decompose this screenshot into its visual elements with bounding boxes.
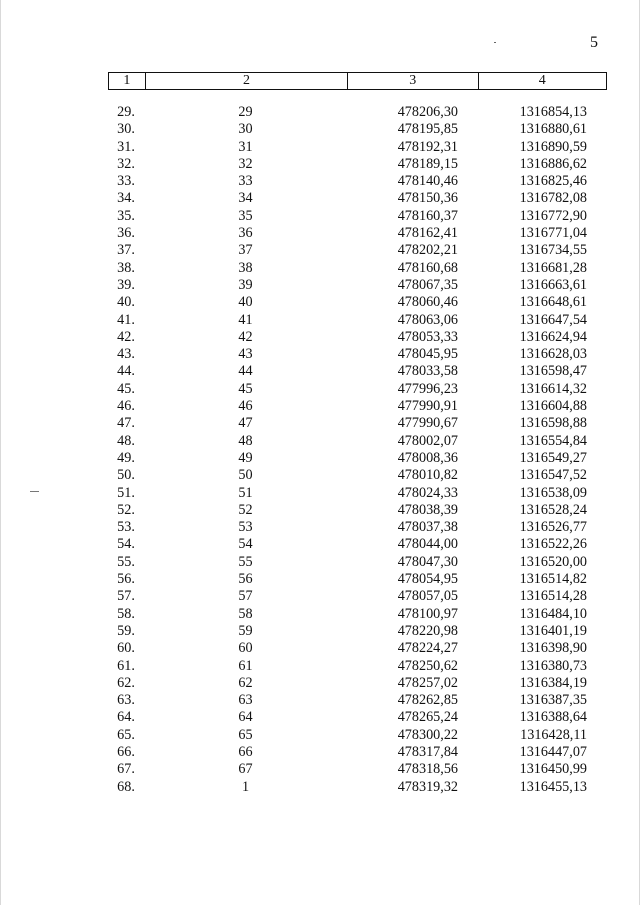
y-coordinate-cell: 1316647,54 bbox=[519, 311, 587, 328]
x-coordinate-cell: 478045,95 bbox=[397, 346, 458, 363]
y-coordinate-cell: 1316549,27 bbox=[519, 449, 587, 466]
y-coordinate-cell: 1316380,73 bbox=[519, 657, 587, 674]
point-id-cell: 64 bbox=[238, 709, 253, 726]
point-id-cell: 36 bbox=[238, 225, 253, 242]
x-coordinate-cell: 478300,22 bbox=[397, 726, 458, 743]
x-coordinate-cell: 477990,91 bbox=[397, 398, 458, 415]
x-coordinate-cell: 478265,24 bbox=[397, 709, 458, 726]
x-coordinate-cell: 477996,23 bbox=[397, 380, 458, 397]
y-coordinate-cell: 1316782,08 bbox=[519, 190, 587, 207]
x-coordinate-cell: 478053,33 bbox=[397, 328, 458, 345]
point-id-cell: 53 bbox=[238, 519, 253, 536]
x-coordinate-cell: 478057,05 bbox=[397, 588, 458, 605]
point-id-cell: 30 bbox=[238, 121, 253, 138]
table-row bbox=[108, 329, 607, 346]
table-row bbox=[108, 121, 607, 138]
point-id-cell: 42 bbox=[238, 328, 253, 345]
point-id-cell: 62 bbox=[238, 674, 253, 691]
y-coordinate-cell: 1316628,03 bbox=[519, 346, 587, 363]
y-coordinate-cell: 1316880,61 bbox=[519, 121, 587, 138]
point-number-cell: 50. bbox=[117, 467, 135, 484]
x-coordinate-cell: 478060,46 bbox=[397, 294, 458, 311]
table-row bbox=[108, 779, 607, 796]
x-coordinate-cell: 478160,68 bbox=[397, 259, 458, 276]
y-coordinate-cell: 1316450,99 bbox=[519, 761, 587, 778]
point-id-cell: 40 bbox=[238, 294, 253, 311]
point-number-cell: 40. bbox=[117, 294, 135, 311]
table-row bbox=[108, 190, 607, 207]
y-coordinate-cell: 1316447,07 bbox=[519, 743, 587, 760]
point-number-cell: 53. bbox=[117, 519, 135, 536]
y-coordinate-cell: 1316598,88 bbox=[519, 415, 587, 432]
point-id-cell: 59 bbox=[238, 622, 253, 639]
column-header-2: 2 bbox=[145, 73, 347, 89]
point-number-cell: 60. bbox=[117, 640, 135, 657]
point-number-cell: 57. bbox=[117, 588, 135, 605]
point-id-cell: 45 bbox=[238, 380, 253, 397]
x-coordinate-cell: 478262,85 bbox=[397, 692, 458, 709]
point-number-cell: 56. bbox=[117, 571, 135, 588]
table-row bbox=[108, 519, 607, 536]
y-coordinate-cell: 1316514,82 bbox=[519, 571, 587, 588]
table-row bbox=[108, 502, 607, 519]
x-coordinate-cell: 478038,39 bbox=[397, 501, 458, 518]
x-coordinate-cell: 478192,31 bbox=[397, 138, 458, 155]
page-number: 5 bbox=[590, 34, 598, 51]
x-coordinate-cell: 478220,98 bbox=[397, 622, 458, 639]
y-coordinate-cell: 1316514,28 bbox=[519, 588, 587, 605]
point-number-cell: 36. bbox=[117, 225, 135, 242]
table-row bbox=[108, 536, 607, 553]
y-coordinate-cell: 1316648,61 bbox=[519, 294, 587, 311]
x-coordinate-cell: 478189,15 bbox=[397, 155, 458, 172]
x-coordinate-cell: 478063,06 bbox=[397, 311, 458, 328]
point-id-cell: 49 bbox=[238, 449, 253, 466]
x-coordinate-cell: 478257,02 bbox=[397, 674, 458, 691]
table-row bbox=[108, 554, 607, 571]
table-row bbox=[108, 363, 607, 380]
column-header-1: 1 bbox=[123, 73, 131, 88]
point-number-cell: 61. bbox=[117, 657, 135, 674]
table-row bbox=[108, 709, 607, 726]
x-coordinate-cell: 478250,62 bbox=[397, 657, 458, 674]
point-number-cell: 62. bbox=[117, 674, 135, 691]
table-row bbox=[108, 277, 607, 294]
table-row bbox=[108, 415, 607, 432]
point-id-cell: 32 bbox=[238, 155, 253, 172]
y-coordinate-cell: 1316401,19 bbox=[519, 622, 587, 639]
x-coordinate-cell: 478047,30 bbox=[397, 553, 458, 570]
point-id-cell: 63 bbox=[238, 692, 253, 709]
table-header bbox=[108, 72, 607, 90]
y-coordinate-cell: 1316854,13 bbox=[519, 104, 587, 120]
point-number-cell: 34. bbox=[117, 190, 135, 207]
point-number-cell: 52. bbox=[117, 501, 135, 518]
point-id-cell: 35 bbox=[238, 207, 253, 224]
y-coordinate-cell: 1316538,09 bbox=[519, 484, 587, 501]
x-coordinate-cell: 478162,41 bbox=[397, 225, 458, 242]
point-id-cell: 51 bbox=[238, 484, 253, 501]
table-row bbox=[108, 658, 607, 675]
point-id-cell: 58 bbox=[238, 605, 253, 622]
table-row bbox=[108, 623, 607, 640]
table-row bbox=[108, 433, 607, 450]
y-coordinate-cell: 1316484,10 bbox=[519, 605, 587, 622]
y-coordinate-cell: 1316598,47 bbox=[519, 363, 587, 380]
y-coordinate-cell: 1316528,24 bbox=[519, 501, 587, 518]
point-number-cell: 38. bbox=[117, 259, 135, 276]
point-id-cell: 39 bbox=[238, 276, 253, 293]
x-coordinate-cell: 478317,84 bbox=[397, 743, 458, 760]
point-number-cell: 68. bbox=[117, 778, 135, 795]
point-number-cell: 49. bbox=[117, 449, 135, 466]
point-number-cell: 58. bbox=[117, 605, 135, 622]
point-id-cell: 46 bbox=[238, 398, 253, 415]
y-coordinate-cell: 1316398,90 bbox=[519, 640, 587, 657]
table-row bbox=[108, 104, 607, 121]
x-coordinate-cell: 478319,32 bbox=[397, 778, 458, 795]
column-header-4: 4 bbox=[478, 73, 606, 89]
x-coordinate-cell: 478002,07 bbox=[397, 432, 458, 449]
page-left-edge bbox=[0, 0, 1, 905]
y-coordinate-cell: 1316384,19 bbox=[519, 674, 587, 691]
y-coordinate-cell: 1316554,84 bbox=[519, 432, 587, 449]
table-row bbox=[108, 744, 607, 761]
table-row bbox=[108, 346, 607, 363]
point-id-cell: 54 bbox=[238, 536, 253, 553]
table-row bbox=[108, 225, 607, 242]
point-number-cell: 47. bbox=[117, 415, 135, 432]
point-number-cell: 39. bbox=[117, 276, 135, 293]
point-number-cell: 63. bbox=[117, 692, 135, 709]
y-coordinate-cell: 1316520,00 bbox=[519, 553, 587, 570]
table-row bbox=[108, 242, 607, 259]
x-coordinate-cell: 478206,30 bbox=[397, 104, 458, 120]
y-coordinate-cell: 1316604,88 bbox=[519, 398, 587, 415]
table-row bbox=[108, 173, 607, 190]
point-number-cell: 35. bbox=[117, 207, 135, 224]
x-coordinate-cell: 478150,36 bbox=[397, 190, 458, 207]
point-number-cell: 46. bbox=[117, 398, 135, 415]
point-id-cell: 34 bbox=[238, 190, 253, 207]
y-coordinate-cell: 1316455,13 bbox=[519, 778, 587, 795]
y-coordinate-cell: 1316825,46 bbox=[519, 173, 587, 190]
y-coordinate-cell: 1316771,04 bbox=[519, 225, 587, 242]
point-number-cell: 44. bbox=[117, 363, 135, 380]
x-coordinate-cell: 478100,97 bbox=[397, 605, 458, 622]
x-coordinate-cell: 478160,37 bbox=[397, 207, 458, 224]
column-header-3: 3 bbox=[347, 73, 477, 89]
point-id-cell: 60 bbox=[238, 640, 253, 657]
point-id-cell: 1 bbox=[241, 778, 250, 795]
scan-speck bbox=[494, 42, 496, 43]
x-coordinate-cell: 478224,27 bbox=[397, 640, 458, 657]
point-number-cell: 43. bbox=[117, 346, 135, 363]
y-coordinate-cell: 1316772,90 bbox=[519, 207, 587, 224]
y-coordinate-cell: 1316387,35 bbox=[519, 692, 587, 709]
point-number-cell: 32. bbox=[117, 155, 135, 172]
point-number-cell: 51. bbox=[117, 484, 135, 501]
table-row bbox=[108, 727, 607, 744]
point-id-cell: 65 bbox=[238, 726, 253, 743]
table-row bbox=[108, 381, 607, 398]
point-id-cell: 31 bbox=[238, 138, 253, 155]
table-row bbox=[108, 606, 607, 623]
x-coordinate-cell: 478054,95 bbox=[397, 571, 458, 588]
point-number-cell: 48. bbox=[117, 432, 135, 449]
table-row bbox=[108, 312, 607, 329]
y-coordinate-cell: 1316890,59 bbox=[519, 138, 587, 155]
point-number-cell: 65. bbox=[117, 726, 135, 743]
point-number-cell: 29. bbox=[117, 104, 135, 120]
y-coordinate-cell: 1316886,62 bbox=[519, 155, 587, 172]
y-coordinate-cell: 1316681,28 bbox=[519, 259, 587, 276]
table-row bbox=[108, 139, 607, 156]
table-row bbox=[108, 450, 607, 467]
point-id-cell: 33 bbox=[238, 173, 253, 190]
point-id-cell: 55 bbox=[238, 553, 253, 570]
scan-mark bbox=[30, 491, 39, 492]
x-coordinate-cell: 478202,21 bbox=[397, 242, 458, 259]
y-coordinate-cell: 1316526,77 bbox=[519, 519, 587, 536]
x-coordinate-cell: 478008,36 bbox=[397, 449, 458, 466]
table-row bbox=[108, 260, 607, 277]
x-coordinate-cell: 478140,46 bbox=[397, 173, 458, 190]
point-id-cell: 44 bbox=[238, 363, 253, 380]
y-coordinate-cell: 1316522,26 bbox=[519, 536, 587, 553]
table-row bbox=[108, 156, 607, 173]
point-id-cell: 38 bbox=[238, 259, 253, 276]
y-coordinate-cell: 1316388,64 bbox=[519, 709, 587, 726]
x-coordinate-cell: 478318,56 bbox=[397, 761, 458, 778]
y-coordinate-cell: 1316547,52 bbox=[519, 467, 587, 484]
x-coordinate-cell: 478033,58 bbox=[397, 363, 458, 380]
y-coordinate-cell: 1316624,94 bbox=[519, 328, 587, 345]
point-id-cell: 37 bbox=[238, 242, 253, 259]
y-coordinate-cell: 1316428,11 bbox=[520, 726, 587, 743]
point-id-cell: 56 bbox=[238, 571, 253, 588]
x-coordinate-cell: 478024,33 bbox=[397, 484, 458, 501]
table-row bbox=[108, 294, 607, 311]
y-coordinate-cell: 1316614,32 bbox=[519, 380, 587, 397]
point-number-cell: 33. bbox=[117, 173, 135, 190]
x-coordinate-cell: 477990,67 bbox=[397, 415, 458, 432]
table-row bbox=[108, 588, 607, 605]
point-number-cell: 42. bbox=[117, 328, 135, 345]
point-id-cell: 47 bbox=[238, 415, 253, 432]
point-id-cell: 61 bbox=[238, 657, 253, 674]
table-row bbox=[108, 640, 607, 657]
point-number-cell: 54. bbox=[117, 536, 135, 553]
x-coordinate-cell: 478044,00 bbox=[397, 536, 458, 553]
point-number-cell: 41. bbox=[117, 311, 135, 328]
point-number-cell: 59. bbox=[117, 622, 135, 639]
table-row bbox=[108, 571, 607, 588]
x-coordinate-cell: 478037,38 bbox=[397, 519, 458, 536]
x-coordinate-cell: 478010,82 bbox=[397, 467, 458, 484]
table-row bbox=[108, 761, 607, 778]
y-coordinate-cell: 1316734,55 bbox=[519, 242, 587, 259]
table-row bbox=[108, 467, 607, 484]
point-id-cell: 52 bbox=[238, 501, 253, 518]
point-id-cell: 48 bbox=[238, 432, 253, 449]
table-row bbox=[108, 675, 607, 692]
coordinates-table-body bbox=[108, 104, 607, 796]
point-id-cell: 41 bbox=[238, 311, 253, 328]
point-number-cell: 67. bbox=[117, 761, 135, 778]
point-id-cell: 66 bbox=[238, 743, 253, 760]
point-id-cell: 50 bbox=[238, 467, 253, 484]
point-number-cell: 37. bbox=[117, 242, 135, 259]
y-coordinate-cell: 1316663,61 bbox=[519, 276, 587, 293]
point-number-cell: 30. bbox=[117, 121, 135, 138]
point-number-cell: 66. bbox=[117, 743, 135, 760]
table-row bbox=[108, 398, 607, 415]
table-row bbox=[108, 692, 607, 709]
x-coordinate-cell: 478067,35 bbox=[397, 276, 458, 293]
point-id-cell: 43 bbox=[238, 346, 253, 363]
point-number-cell: 31. bbox=[117, 138, 135, 155]
table-row bbox=[108, 485, 607, 502]
table-row bbox=[108, 208, 607, 225]
point-number-cell: 45. bbox=[117, 380, 135, 397]
point-id-cell: 57 bbox=[238, 588, 253, 605]
point-id-cell: 29 bbox=[238, 104, 253, 120]
point-id-cell: 67 bbox=[238, 761, 253, 778]
point-number-cell: 55. bbox=[117, 553, 135, 570]
point-number-cell: 64. bbox=[117, 709, 135, 726]
x-coordinate-cell: 478195,85 bbox=[397, 121, 458, 138]
